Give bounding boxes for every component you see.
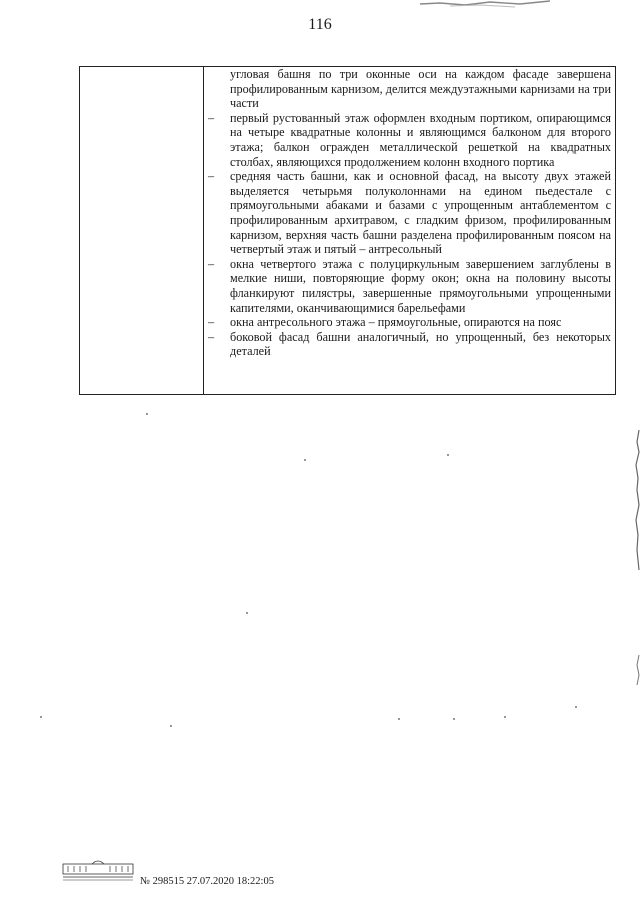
scan-speck [447, 454, 449, 456]
list-item [208, 315, 611, 330]
list-item [208, 111, 611, 169]
list-item-text: угловая башня по три оконные оси на каждом фасаде завершена профилированным карнизом, делится междуэтажными карнизами на три части [230, 67, 611, 111]
scan-edge-noise [634, 655, 640, 685]
list-item-text: средняя часть башни, как и основной фасад, на высоту двух этажей выделяется четырьмя полуколоннами на едином пьедестале с прямоугольными абаками и базами с упрощенным антаблементом с профилированным архитравом, с гладким фризом, профилированным карнизом, верхняя часть башни разделена профилированным поясом на четвертый этаж и пятый – антресольный [230, 169, 611, 257]
scan-artifact-top [420, 0, 550, 8]
scan-speck [575, 706, 577, 708]
list-dash: – [208, 256, 215, 271]
table-right-cell [204, 67, 615, 359]
list-dash: – [208, 315, 215, 330]
scan-speck [246, 612, 248, 614]
scan-speck [504, 716, 506, 718]
registry-stamp-logo [62, 858, 134, 882]
scan-speck [304, 459, 306, 461]
table-left-cell [80, 67, 204, 394]
list-item-text: окна четвертого этажа с полуциркульным завершением заглублены в мелкие ниши, повторяющие форму окон; окна на половину высоты фланкируют пилястры, завершенные прямоугольными упрощенными капителями, оканчивающимися барельефами [230, 256, 611, 315]
description-table [79, 66, 616, 395]
page-number: 116 [308, 16, 332, 33]
list-item [208, 67, 611, 111]
list-item [208, 330, 611, 359]
list-item [208, 169, 611, 257]
scan-speck [146, 413, 148, 415]
registration-number: № 298515 27.07.2020 18:22:05 [140, 876, 274, 887]
list-dash: – [208, 329, 215, 344]
scan-speck [40, 716, 42, 718]
list-item [208, 257, 611, 315]
scan-edge-noise [634, 430, 640, 570]
list-item-text: боковой фасад башни аналогичный, но упрощенный, без некоторых деталей [230, 329, 611, 359]
scan-speck [170, 725, 172, 727]
list-item-text: первый рустованный этаж оформлен входным портиком, опирающимся на четыре квадратные колонны и являющимся балконом для второго этажа; балкон огражден металлической решеткой на квадратных столбах, являющихся продолжением колонн входного портика [230, 110, 611, 169]
scan-speck [398, 718, 400, 720]
list-item-text: окна антресольного этажа – прямоугольные, опираются на пояс [230, 315, 562, 330]
scan-speck [453, 718, 455, 720]
list-dash: – [208, 169, 215, 184]
list-dash: – [208, 110, 215, 125]
